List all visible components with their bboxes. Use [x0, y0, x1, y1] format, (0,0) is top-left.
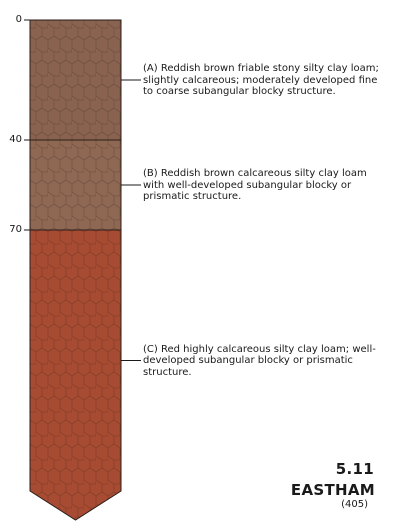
horizon-c-texture: [30, 230, 121, 520]
horizon-c-description: (C) Red highly calcareous silty clay loam; well-developed subangular blocky or prismatic structure.: [143, 343, 376, 378]
horizon-b-description: (B) Reddish brown calcareous silty clay loam with well-developed subangular blocky or prismatic structure.: [143, 168, 367, 202]
soil-code: 5.11: [335, 460, 374, 478]
horizon-b-texture: [30, 140, 121, 230]
depth-label: 40: [9, 134, 22, 145]
soil-number: (405): [341, 499, 368, 510]
soil-name: EASTHAM: [290, 481, 375, 499]
depth-label: 0: [15, 14, 22, 25]
horizon-a-texture: [30, 20, 121, 140]
horizon-a-description: (A) Reddish brown friable stony silty clay loam; slightly calcareous; moderately developed fine to coarse subangular blocky structure.: [143, 63, 379, 97]
depth-label: 70: [9, 224, 22, 235]
